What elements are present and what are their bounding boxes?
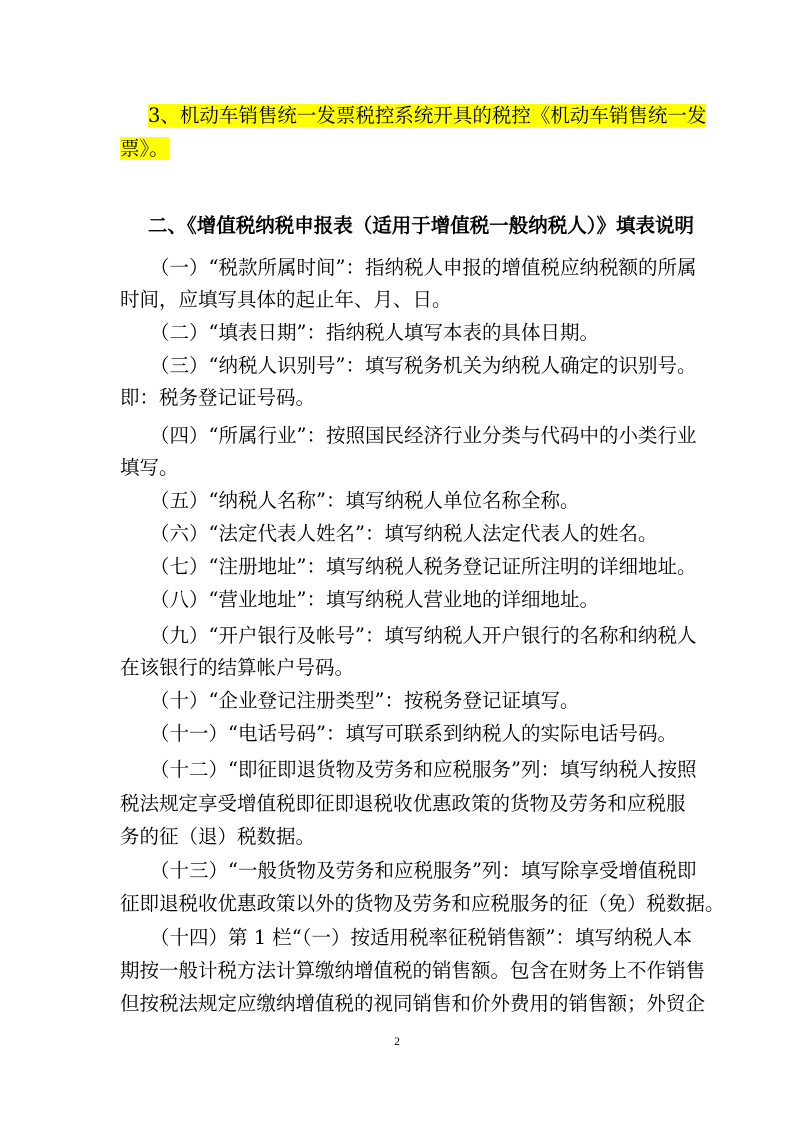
paragraph-line: （七）“注册地址”：填写纳税人税务登记证所注明的详细地址。 — [150, 555, 697, 578]
paragraph-line: 时间，应填写具体的起止年、月、日。 — [120, 288, 452, 311]
note-line-2 — [120, 133, 680, 165]
paragraph-line: （六）“法定代表人姓名”：填写纳税人法定代表人的姓名。 — [150, 522, 658, 545]
paragraph-line: 务的征（退）税数据。 — [120, 825, 316, 848]
paragraph-line: （九）“开户银行及帐号”：填写纳税人开户银行的名称和纳税人 — [150, 624, 697, 647]
paragraph-line: 即：税务登记证号码。 — [120, 386, 316, 409]
paragraph-line: （一）“税款所属时间”：指纳税人申报的增值税应纳税额的所属 — [150, 256, 697, 279]
paragraph-line: 税法规定享受增值税即征即退税收优惠政策的货物及劳务和应税服 — [120, 792, 686, 815]
paragraph-line: （十）“企业登记注册类型”：按税务登记证填写。 — [150, 689, 580, 712]
paragraph-line: （八）“营业地址”：填写纳税人营业地的详细地址。 — [150, 588, 599, 611]
paragraph-line: （五）“纳税人名称”：填写纳税人单位名称全称。 — [150, 489, 580, 512]
paragraph-line: （十一）“电话号码”：填写可联系到纳税人的实际电话号码。 — [150, 722, 677, 745]
paragraph-line: （三）“纳税人识别号”：填写税务机关为纳税人确定的识别号。 — [150, 354, 697, 377]
section-title: 二、《增值税纳税申报表（适用于增值税一般纳税人）》填表说明 — [148, 214, 695, 237]
highlighted-text: 3、机动车销售统一发票税控系统开具的税控《机动车销售统一发 — [148, 104, 707, 127]
paragraph-line: （十二）“即征即退货物及劳务和应税服务”列：填写纳税人按照 — [150, 758, 697, 781]
paragraph-line: （二）“填表日期”：指纳税人填写本表的具体日期。 — [150, 321, 599, 344]
paragraph-line: （十三）“一般货物及劳务和应税服务”列：填写除享受增值税即 — [150, 859, 697, 882]
paragraph-line: （四）“所属行业”：按照国民经济行业分类与代码中的小类行业 — [150, 424, 697, 447]
paragraph-line: 在该银行的结算帐户号码。 — [120, 656, 355, 679]
page-number: 2 — [394, 1034, 400, 1048]
paragraph-line: 期按一般计税方法计算缴纳增值税的销售额。包含在财务上不作销售 — [120, 959, 706, 982]
paragraph-line: 但按税法规定应缴纳增值税的视同销售和价外费用的销售额；外贸企 — [120, 992, 706, 1015]
note-line-1 — [148, 100, 707, 132]
paragraph-line: （十四）第 1 栏“（一）按适用税率征税销售额”：填写纳税人本 — [150, 926, 692, 949]
highlighted-text: 票》。 — [120, 137, 169, 160]
paragraph-line: 填写。 — [120, 456, 179, 479]
paragraph-line: 征即退税收优惠政策以外的货物及劳务和应税服务的征（免）税数据。 — [120, 892, 725, 915]
